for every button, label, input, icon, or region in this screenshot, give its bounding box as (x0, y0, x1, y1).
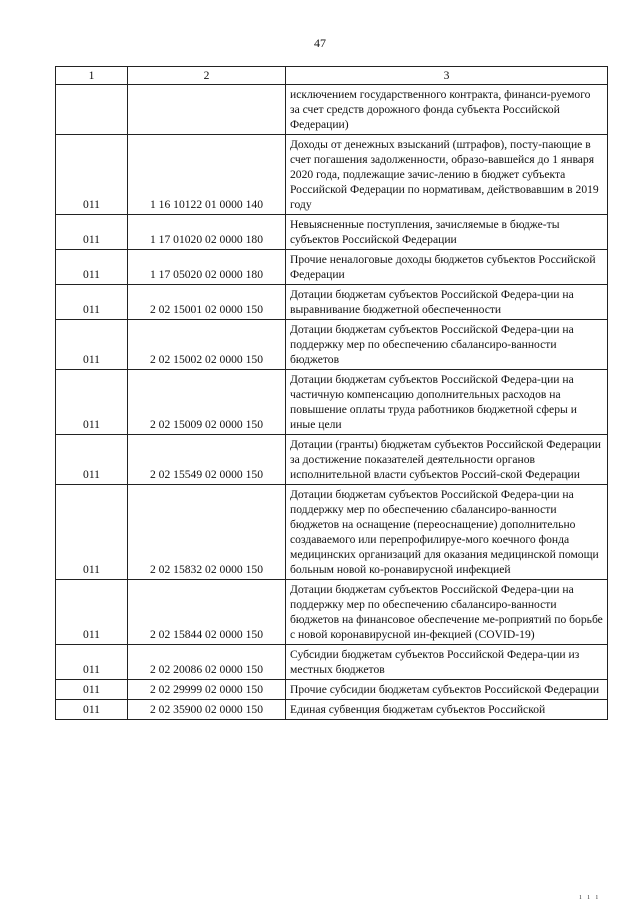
table-row (56, 580, 608, 645)
column-header-2: 2 (128, 67, 286, 85)
kbk-code-cell: 1 16 10122 01 0000 140 (128, 135, 286, 215)
description-cell: Субсидии бюджетам субъектов Российской Федера-ции из местных бюджетов (286, 645, 608, 680)
kbk-code-cell: 1 17 05020 02 0000 180 (128, 250, 286, 285)
kbk-code-cell: 2 02 15001 02 0000 150 (128, 285, 286, 320)
page-number: 47 (314, 36, 326, 50)
admin-code-cell: 011 (56, 250, 128, 285)
kbk-code-cell: 1 17 01020 02 0000 180 (128, 215, 286, 250)
description-cell: Прочие неналоговые доходы бюджетов субъектов Российской Федерации (286, 250, 608, 285)
description-cell: Единая субвенция бюджетам субъектов Российской (286, 700, 608, 720)
admin-code-cell: 011 (56, 580, 128, 645)
table-row (56, 435, 608, 485)
kbk-code-cell (128, 85, 286, 135)
kbk-code-cell: 2 02 15002 02 0000 150 (128, 320, 286, 370)
admin-code-cell: 011 (56, 435, 128, 485)
table-row (56, 370, 608, 435)
table-row (56, 285, 608, 320)
admin-code-cell: 011 (56, 485, 128, 580)
kbk-code-cell: 2 02 20086 02 0000 150 (128, 645, 286, 680)
admin-code-cell: 011 (56, 645, 128, 680)
column-header-3: 3 (286, 67, 608, 85)
description-cell: Доходы от денежных взысканий (штрафов), посту-пающие в счет погашения задолженности, образо-вавшейся до 1 января 2020 года, подлежащие зачис-лению в бюджет субъекта Российской Федерации по нормативам, действовавшим в 2019 году (286, 135, 608, 215)
description-cell: Дотации (гранты) бюджетам субъектов Российской Федерации за достижение показателей деятельности органов исполнительной власти субъектов Россий-ской Федерации (286, 435, 608, 485)
kbk-code-cell: 2 02 29999 02 0000 150 (128, 680, 286, 700)
description-cell: Прочие субсидии бюджетам субъектов Российской Федерации (286, 680, 608, 700)
budget-classification-table (55, 66, 608, 720)
description-cell: Дотации бюджетам субъектов Российской Федера-ции на поддержку мер по обеспечению сбалансиро-ванности бюджетов на финансовое обеспечение ме-роприятий по борьбе с новой коронавирусной ин-фекцией (COVID-19) (286, 580, 608, 645)
description-cell: Дотации бюджетам субъектов Российской Федера-ции на поддержку мер по обеспечению сбалансиро-ванности бюджетов на оснащение (переоснащение) дополнительно создаваемого или перепрофилируе-мого коечного фонда медицинских организаций для оказания медицинской помощи больным новой ко-ронавирусной инфекцией (286, 485, 608, 580)
admin-code-cell: 011 (56, 320, 128, 370)
admin-code-cell: 011 (56, 680, 128, 700)
description-cell: Дотации бюджетам субъектов Российской Федера-ции на выравнивание бюджетной обеспеченности (286, 285, 608, 320)
kbk-code-cell: 2 02 15832 02 0000 150 (128, 485, 286, 580)
admin-code-cell: 011 (56, 135, 128, 215)
table-row (56, 135, 608, 215)
table-row (56, 645, 608, 680)
table-row (56, 85, 608, 135)
description-cell: Невыясненные поступления, зачисляемые в бюдже-ты субъектов Российской Федерации (286, 215, 608, 250)
description-cell: исключением государственного контракта, финанси-руемого за счет средств дорожного фонда субъекта Российской Федерации) (286, 85, 608, 135)
table-row (56, 320, 608, 370)
footer-mark: ı ı ı (579, 892, 600, 901)
admin-code-cell: 011 (56, 285, 128, 320)
column-header-1: 1 (56, 67, 128, 85)
table-row (56, 485, 608, 580)
kbk-code-cell: 2 02 15009 02 0000 150 (128, 370, 286, 435)
table-header-row (56, 67, 608, 85)
admin-code-cell: 011 (56, 215, 128, 250)
table-row (56, 250, 608, 285)
admin-code-cell (56, 85, 128, 135)
description-cell: Дотации бюджетам субъектов Российской Федера-ции на поддержку мер по обеспечению сбалансиро-ванности бюджетов (286, 320, 608, 370)
table-row (56, 700, 608, 720)
table-row (56, 215, 608, 250)
kbk-code-cell: 2 02 15844 02 0000 150 (128, 580, 286, 645)
kbk-code-cell: 2 02 35900 02 0000 150 (128, 700, 286, 720)
admin-code-cell: 011 (56, 370, 128, 435)
description-cell: Дотации бюджетам субъектов Российской Федера-ции на частичную компенсацию дополнительных расходов на повышение оплаты труда работников бюджетной сферы и иные цели (286, 370, 608, 435)
kbk-code-cell: 2 02 15549 02 0000 150 (128, 435, 286, 485)
table-row (56, 680, 608, 700)
admin-code-cell: 011 (56, 700, 128, 720)
